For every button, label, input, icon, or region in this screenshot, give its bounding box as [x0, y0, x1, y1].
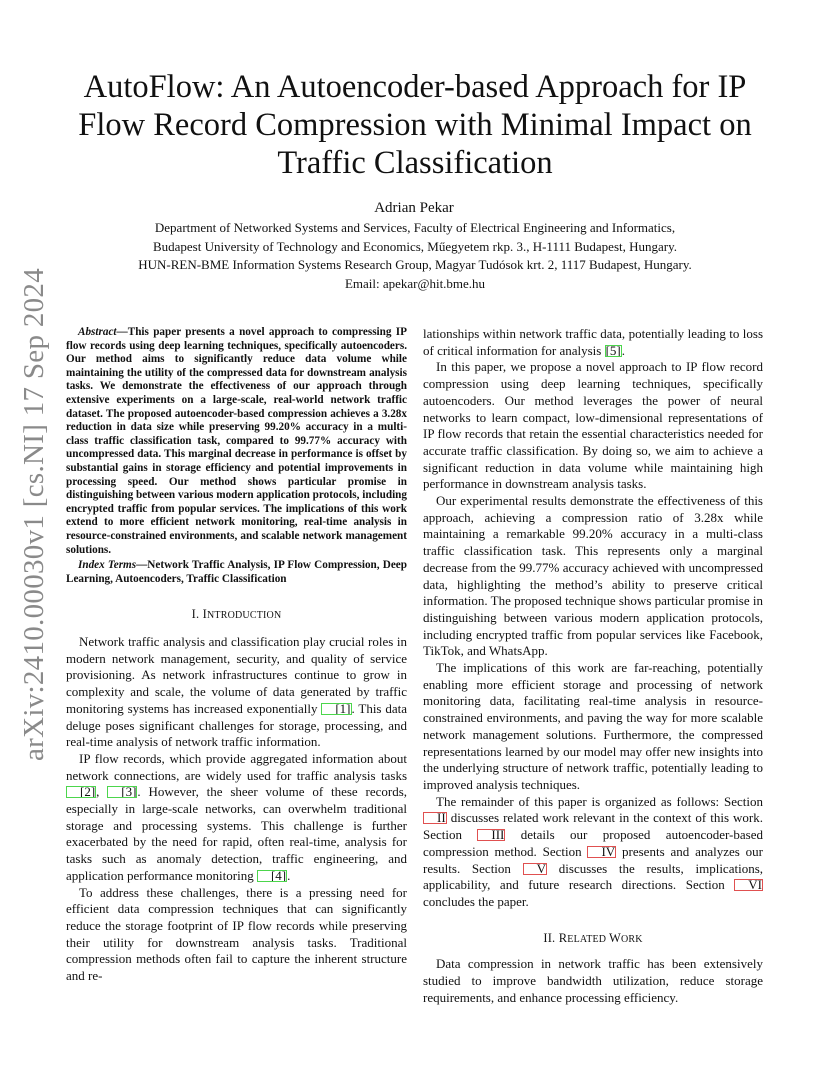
section-heading-related-work: II. RELATED WORK — [543, 930, 643, 945]
abstract-text: —This paper presents a novel approach to compressing IP flow records using deep learning techniques, specifically autoencoders. Our method aims to significantly reduce data volume while maintaining the utility of the compressed data for downstream analysis tasks. We demonstrate the effectiveness of our approach through extensive experiments on a large-scale, real-world network traffic dataset. The proposed autoencoder-based compression achieves a 3.28x reduction in data size while preserving 99.20% accuracy in a multi-class traffic classification task, compared to 99.77% accuracy with uncompressed data. This marginal decrease in performance is offset by substantial gains in storage efficiency and potential improvements in processing speed. Our method shows particular promise in distinguishing between various modern application protocols, including encrypted traffic from popular services. The implications of this work extend to more efficient network monitoring, real-time analysis in resource-constrained environments, and scalable network management solutions. — [66, 326, 407, 556]
arxiv-identifier-text: arXiv:2410.00030v1 [cs.NI] 17 Sep 2024 — [18, 267, 51, 761]
intro-paragraph-continued: lationships within network traffic data, potentially leading to loss of critical information for analysis [5]. — [423, 326, 763, 358]
citation-link[interactable]: [2] — [66, 786, 96, 798]
abstract — [66, 326, 407, 557]
author-email: Email: apekar@hit.bme.hu — [344, 275, 486, 291]
affiliation-line: Budapest University of Technology and Economics, Műegyetem rkp. 3., H-1111 Budapest, Hungary. — [152, 238, 678, 254]
intro-paragraph: Network traffic analysis and classification play crucial roles in modern network management, security, and quality of service provisioning. As network infrastructures continue to grow in complexity and scale, the volume of data generated by traffic monitoring systems has increased exponentially [1]. This data deluge poses significant challenges for storage, processing, and real-time analysis of network traffic information. — [66, 633, 407, 750]
intro-paragraph: Our experimental results demonstrate the effectiveness of this approach, achieving a compression ratio of 3.28x while maintaining a remarkable 99.20% accuracy in a multi-class traffic classification task. This represents only a marginal decrease from the 99.77% accuracy achieved with uncompressed data, highlighting the method’s ability to preserve critical information. The proposed technique shows particular promise in distinguishing between various modern application protocols, including encrypted traffic from popular services like Facebook, TikTok, and WhatsApp. — [423, 493, 763, 659]
section-link[interactable]: VI — [734, 879, 763, 891]
intro-paragraph: In this paper, we propose a novel approach to IP flow record compression using deep learning techniques, specifically autoencoders. Our method leverages the power of neural networks to learn compact, low-dimensional representations of IP flow records that retain the essential characteristics needed for accurate traffic classification. By doing so, we aim to achieve a significant reduction in data volume while maintaining high performance in downstream analysis tasks. — [423, 359, 763, 492]
paper-title: AutoFlow: An Autoencoder-based Approach for IP Flow Record Compression with Minimal Impact on Traffic Classification — [78, 69, 752, 181]
section-heading-introduction: I. INTRODUCTION — [191, 607, 282, 622]
index-terms — [66, 559, 407, 586]
citation-link[interactable]: [5] — [605, 342, 621, 358]
intro-paragraph: To address these challenges, there is a pressing need for efficient data compression techniques that can significantly reduce the storage footprint of IP flow records while preserving their utility for downstream analysis tasks. Traditional compression methods often fail to capture the inherent structure and re- — [66, 884, 407, 984]
abstract-label: Abstract — [78, 326, 117, 338]
index-terms-text: —Network Traffic Analysis, IP Flow Compression, Deep Learning, Autoencoders, Traffic Classification — [66, 559, 407, 585]
right-column — [423, 326, 763, 1006]
intro-paragraph-outline: The remainder of this paper is organized as follows: Section II discusses related work relevant in the context of this work. Section III details our proposed autoencoder-based compression method. Section IV presents and analyzes our results. Section V discusses the results, implications, applicability, and future research directions. Section VI concludes the paper. — [423, 793, 764, 909]
section-link[interactable]: II — [423, 812, 447, 824]
affiliation-line: HUN-REN-BME Information Systems Research Group, Magyar Tudósok krt. 2, 1117 Budapest, Hungary. — [138, 257, 692, 272]
affiliation-block — [60, 219, 770, 293]
intro-paragraph: IP flow records, which provide aggregated information about network connections, are widely used for traffic analysis tasks [2], [3]. However, the sheer volume of these records, especially in large-scale networks, can overwhelm traditional storage and processing systems. This challenge is further exacerbated by the need for rapid, often real-time, analysis for tasks such as anomaly detection, traffic engineering, and application performance monitoring [4]. — [66, 750, 408, 883]
affiliation-line: Department of Networked Systems and Services, Faculty of Electrical Engineering and Informatics, — [154, 220, 676, 235]
arxiv-identifier — [18, 267, 52, 761]
section-link[interactable]: IV — [587, 846, 616, 858]
author-name: Adrian Pekar — [374, 200, 454, 216]
left-column — [66, 326, 407, 985]
intro-paragraph: The implications of this work are far-reaching, potentially enabling more efficient storage and processing of network monitoring data, facilitating real-time analysis in resource-constrained environments, and paving the way for more scalable network management solutions. Furthermore, the compressed representations learned by our model may offer new insights into the underlying structure of network traffic, potentially leading to improved analysis techniques. — [423, 660, 763, 792]
related-work-paragraph: Data compression in network traffic has been extensively studied to improve bandwidth utilization, reduce storage requirements, and enhance processing efficiency. — [423, 956, 763, 1005]
citation-link[interactable]: [1] — [321, 703, 351, 715]
section-link[interactable]: III — [477, 829, 505, 841]
citation-link[interactable]: [4] — [257, 870, 287, 882]
section-link[interactable]: V — [523, 863, 547, 875]
index-terms-label: Index Terms — [78, 559, 137, 572]
citation-link[interactable]: [3] — [107, 786, 137, 798]
